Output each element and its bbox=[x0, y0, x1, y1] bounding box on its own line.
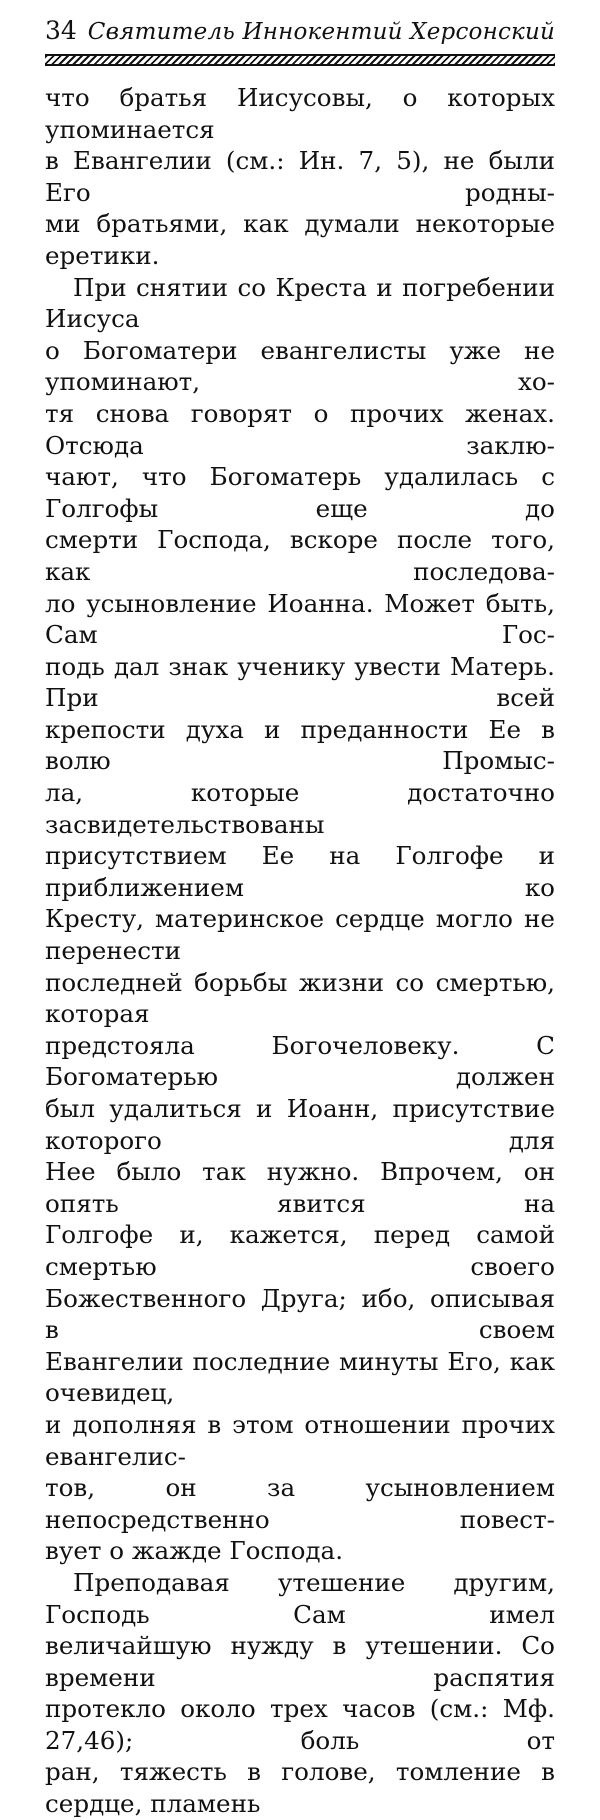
text-line: был удалиться и Иоанн, присутствие которого для bbox=[45, 1094, 555, 1155]
text-line: присутствием Ее на Голгофе и приближением ко bbox=[45, 841, 555, 902]
text-line: тя снова говорят о прочих женах. Отсюда заклю- bbox=[45, 398, 555, 460]
text-line: ло усыновление Иоанна. Может быть, Сам Гос- bbox=[45, 588, 555, 650]
text-line: тов, он за усыновлением непосредственно повест- bbox=[45, 1473, 555, 1534]
text-line: Евангелии последние минуты Его, как очевидец, bbox=[45, 1346, 555, 1408]
text-line: При снятии со Креста и погребении Иисуса bbox=[45, 272, 555, 334]
text-line: последней борьбы жизни со смертью, которая bbox=[45, 967, 555, 1029]
text-line: чают, что Богоматерь удалилась с Голгофы еще до bbox=[45, 462, 555, 523]
text-line: Голгофе и, кажется, перед самой смертью своего bbox=[45, 1220, 555, 1281]
text-line: Божественного Друга; ибо, описывая в своем bbox=[45, 1283, 555, 1345]
text-line: крепости духа и преданности Ее в волю Промыс- bbox=[45, 714, 555, 776]
text-line: предстояла Богочеловеку. С Богоматерью должен bbox=[45, 1030, 555, 1092]
text-line: ран, тяжесть в голове, томление в сердце, пламень bbox=[45, 1757, 555, 1819]
paragraph bbox=[45, 272, 555, 1567]
paragraph bbox=[45, 1567, 555, 1820]
text-line: Нее было так нужно. Впрочем, он опять явится на bbox=[45, 1157, 555, 1218]
text-line: ла, которые достаточно засвидетельствованы bbox=[45, 778, 555, 839]
text-line: в Евангелии (см.: Ин. 7, 5), не были Его родны- bbox=[45, 146, 555, 207]
running-title: Святитель Иннокентий Херсонский bbox=[87, 19, 555, 45]
text-line: вует о жажде Господа. bbox=[45, 1536, 344, 1566]
text-line: Преподавая утешение другим, Господь Сам имел bbox=[45, 1567, 555, 1629]
text-line: и дополняя в этом отношении прочих евангелис- bbox=[45, 1409, 555, 1471]
body-text bbox=[45, 82, 555, 1820]
page-header bbox=[45, 16, 555, 48]
text-line: Кресту, материнское сердце могло не перенести bbox=[45, 904, 555, 966]
text-line: величайшую нужду в утешении. Со времени распятия bbox=[45, 1631, 555, 1692]
text-line: подь дал знак ученику увести Матерь. При всей bbox=[45, 651, 555, 713]
text-line: протекло около трех часов (см.: Мф. 27,46); боль от bbox=[45, 1694, 555, 1755]
text-line: ми братьями, как думали некоторые еретики. bbox=[45, 209, 555, 270]
paragraph bbox=[45, 82, 555, 272]
text-line: что братья Иисусовы, о которых упоминается bbox=[45, 83, 555, 144]
text-line: смерти Господа, вскоре после того, как последова- bbox=[45, 525, 555, 586]
text-line: о Богоматери евангелисты уже не упоминают, хо- bbox=[45, 335, 555, 397]
header-ornamental-rule bbox=[45, 54, 555, 66]
page-number: 34 bbox=[45, 16, 77, 45]
